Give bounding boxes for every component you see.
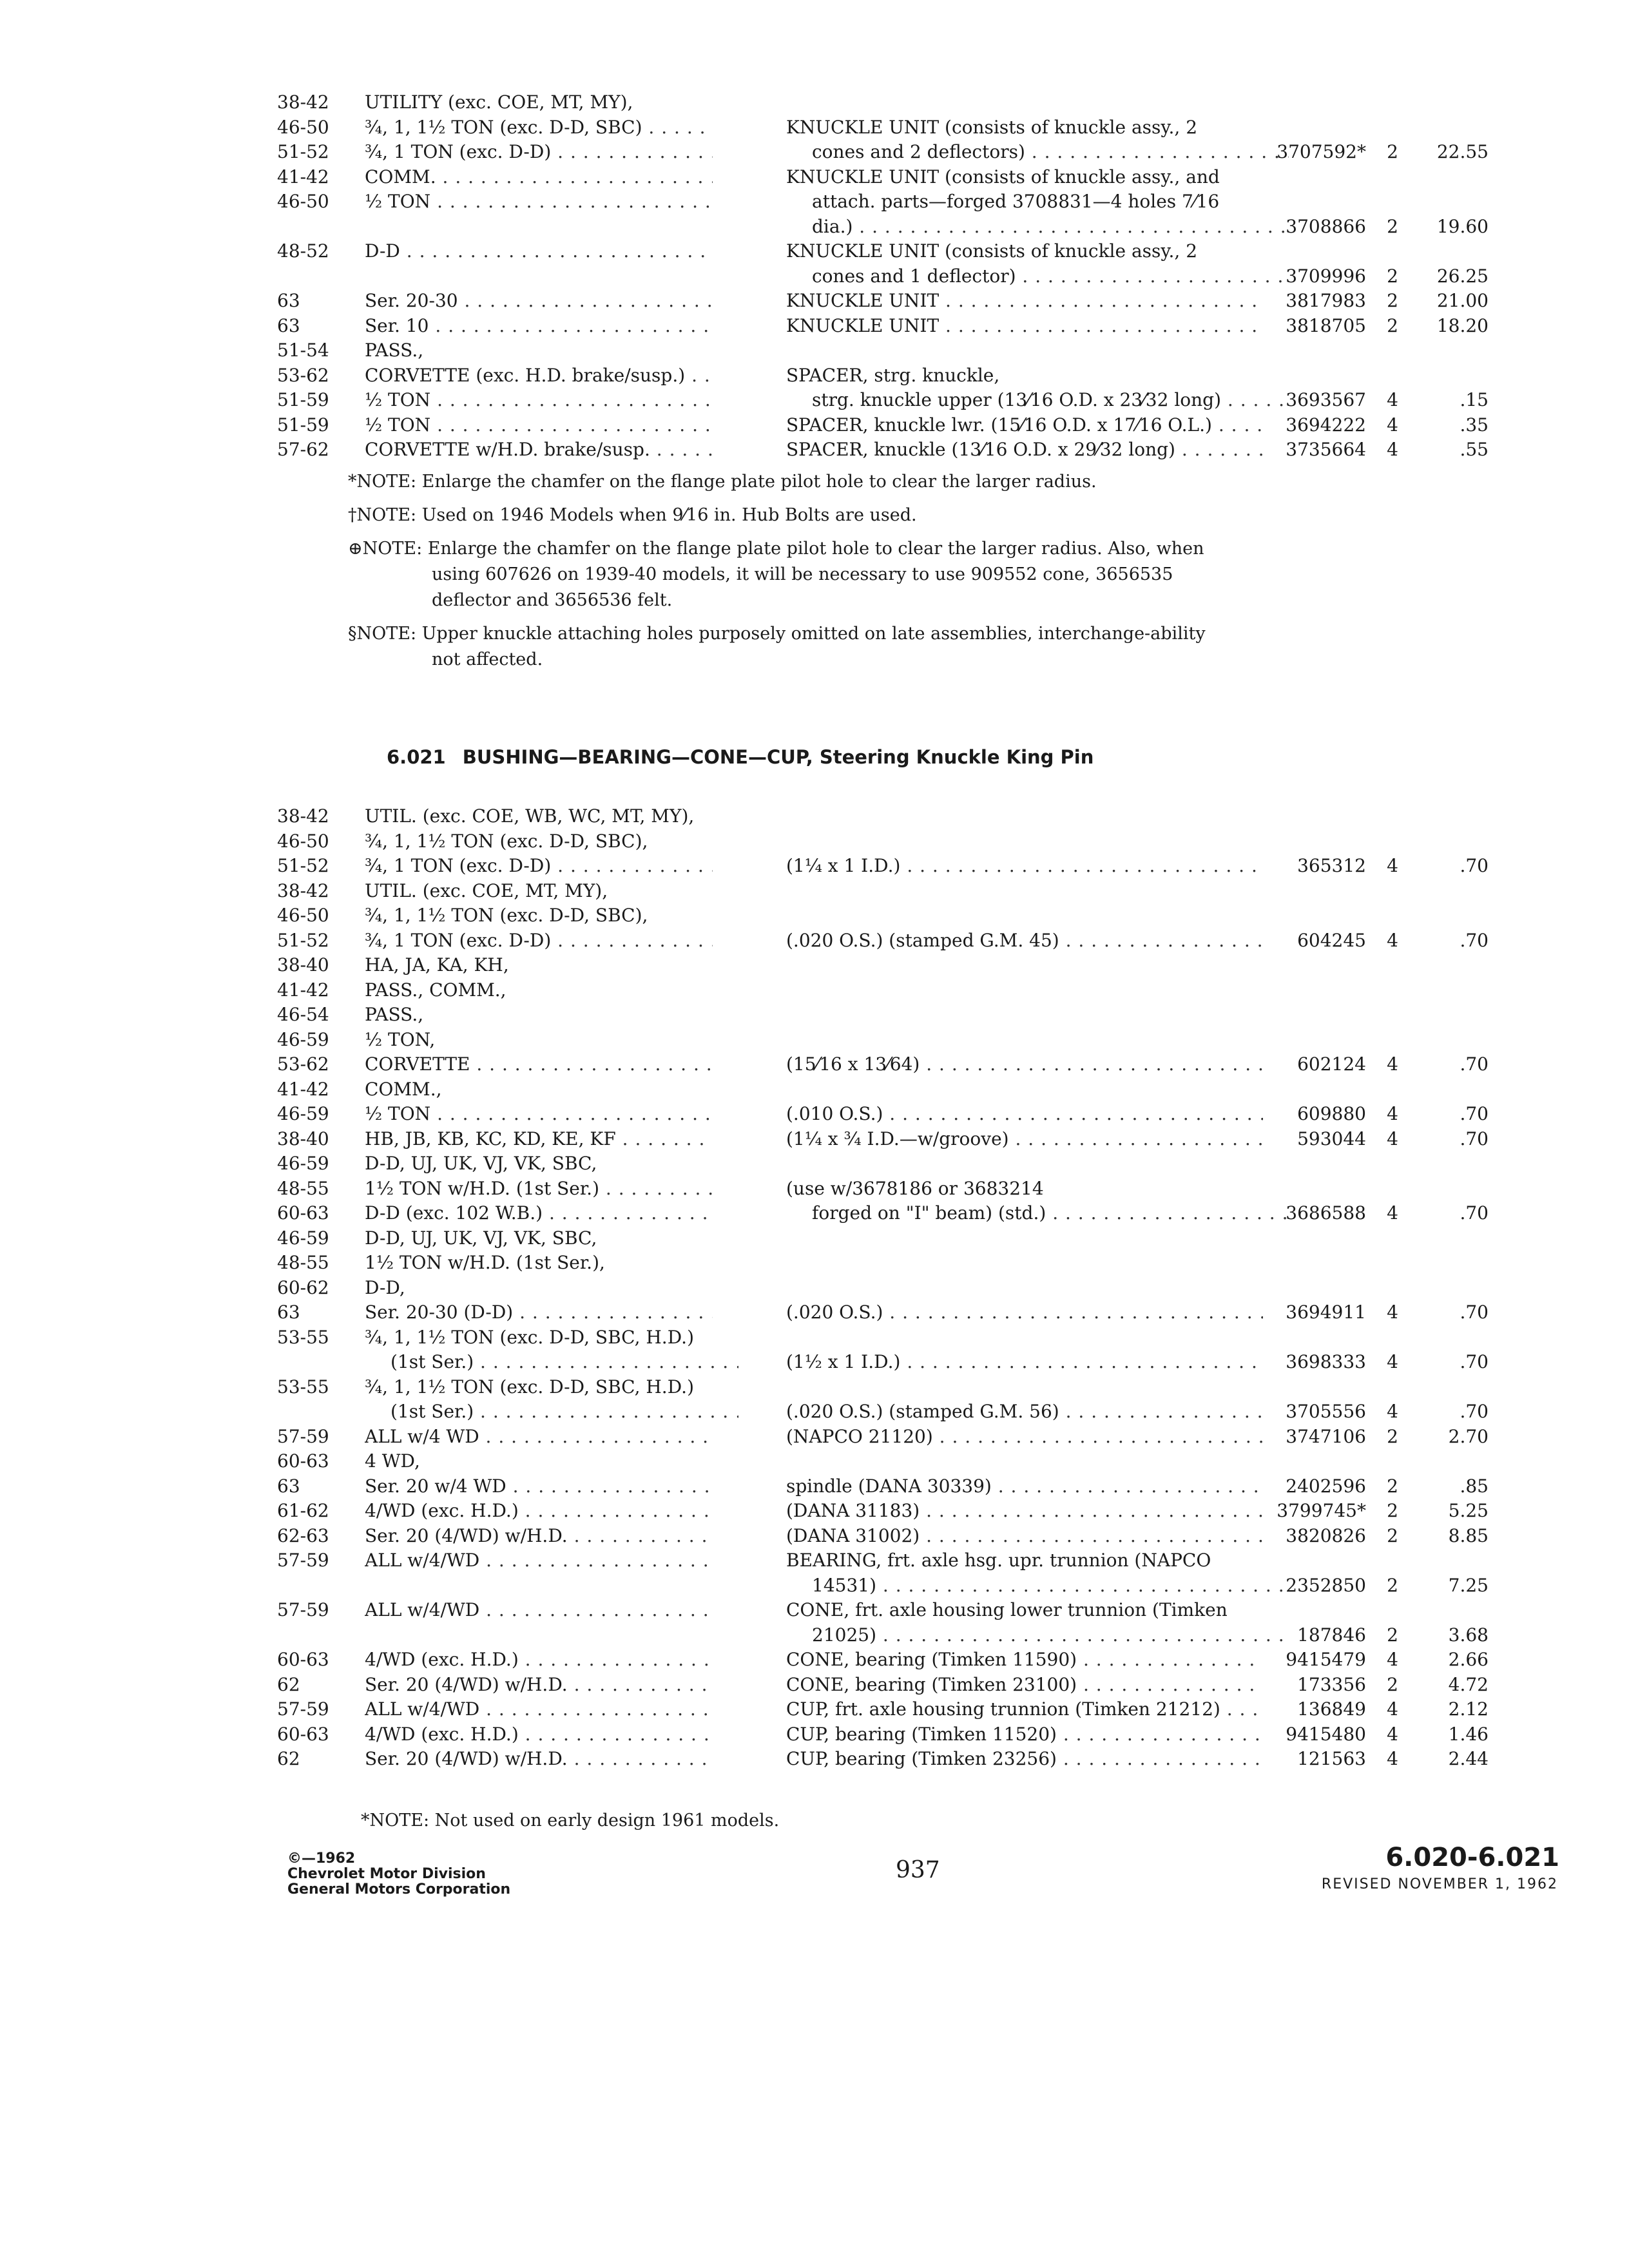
description-cell: (1¼ x ¾ I.D.—w/groove) . . . — [786, 1127, 1263, 1151]
description-cell: (1½ x 1 I.D.) . . . — [786, 1350, 1263, 1374]
price-cell: 7.25 — [1448, 1574, 1489, 1596]
note-hub-bolts: †NOTE: Used on 1946 Models when 9⁄16 in. Hub Bolts are used. — [348, 505, 917, 525]
model-cell: ½ TON . . . — [365, 189, 713, 214]
model-cell: COMM., — [365, 1078, 442, 1100]
description-cell: CUP, frt. axle housing trunnion (Timken 21212) . . . — [786, 1697, 1263, 1722]
year-cell: 46-59 — [277, 1153, 329, 1174]
publisher-block — [287, 1851, 510, 1898]
model-cell: D-D, UJ, UK, VJ, VK, SBC, — [365, 1153, 597, 1174]
table-row — [277, 1003, 1489, 1028]
model-cell: D-D, UJ, UK, VJ, VK, SBC, — [365, 1227, 597, 1249]
quantity-cell: 2 — [1387, 1475, 1398, 1497]
model-cell: HB, JB, KB, KC, KD, KE, KF . . . — [365, 1127, 713, 1151]
part-number-cell: 173356 — [1297, 1673, 1366, 1695]
quantity-cell: 2 — [1387, 314, 1398, 336]
price-cell: .85 — [1460, 1475, 1489, 1497]
table-row — [277, 165, 1489, 190]
corporation-name: General Motors Corporation — [287, 1881, 511, 1898]
table-row — [277, 1052, 1489, 1077]
description-cell: (.010 O.S.) . . . — [786, 1102, 1263, 1126]
model-cell: CORVETTE . . . — [365, 1052, 713, 1077]
table-row — [277, 115, 1489, 140]
price-cell: .70 — [1460, 1351, 1489, 1372]
year-cell: 51-59 — [277, 414, 329, 436]
year-cell: 38-42 — [277, 805, 329, 827]
price-cell: .15 — [1460, 389, 1489, 410]
price-cell: .70 — [1460, 855, 1489, 876]
year-cell: 51-52 — [277, 929, 329, 951]
part-number-cell: 3820826 — [1286, 1524, 1366, 1546]
quantity-cell: 4 — [1387, 1401, 1398, 1422]
price-cell: .70 — [1460, 1103, 1489, 1124]
year-cell: 57-59 — [277, 1599, 329, 1620]
year-cell: 46-50 — [277, 191, 329, 212]
description-cell: BEARING, frt. axle hsg. upr. trunnion (NAPCO — [786, 1550, 1211, 1571]
footnote: *NOTE: Not used on early design 1961 models. — [361, 1811, 780, 1831]
part-number-cell: 3705556 — [1286, 1401, 1366, 1422]
part-number-cell: 3693567 — [1286, 389, 1366, 410]
table-row — [277, 413, 1489, 438]
table-row — [277, 978, 1489, 1003]
model-cell: Ser. 20 (4/WD) w/H.D. . . . — [365, 1747, 713, 1771]
quantity-cell: 4 — [1387, 1698, 1398, 1720]
quantity-cell: 4 — [1387, 414, 1398, 436]
description-cell: (DANA 31183) . . . — [786, 1499, 1263, 1523]
table-row — [277, 1350, 1489, 1375]
price-cell: 21.00 — [1436, 290, 1489, 311]
description-cell: KNUCKLE UNIT . . . — [786, 314, 1263, 338]
quantity-cell: 4 — [1387, 1723, 1398, 1745]
year-cell: 38-40 — [277, 954, 329, 975]
table-row — [277, 1151, 1489, 1177]
table-row — [277, 1474, 1489, 1499]
table-row — [277, 854, 1489, 879]
table-row — [277, 1251, 1489, 1276]
note-upper-knuckle: §NOTE: Upper knuckle attaching holes purposely omitted on late assemblies, interchange-ability not affected. — [348, 624, 1206, 669]
year-cell: 48-55 — [277, 1177, 329, 1199]
table-row — [277, 1300, 1489, 1325]
table-row — [277, 1201, 1489, 1226]
table-row — [277, 804, 1489, 829]
description-cell: KNUCKLE UNIT . . . — [786, 289, 1263, 313]
table-row — [277, 1102, 1489, 1127]
year-cell: 60-63 — [277, 1649, 329, 1670]
year-cell: 57-62 — [277, 439, 329, 460]
model-cell: UTIL. (exc. COE, WB, WC, MT, MY), — [365, 805, 695, 827]
description-cell: cones and 2 deflectors) . . . — [786, 140, 1289, 164]
table-row — [277, 1573, 1489, 1599]
price-cell: .70 — [1460, 1202, 1489, 1224]
quantity-cell: 4 — [1387, 929, 1398, 951]
model-cell: ALL w/4/WD . . . — [365, 1548, 713, 1573]
table-row — [277, 1722, 1489, 1747]
table-row — [277, 90, 1489, 115]
table-row — [277, 140, 1489, 165]
model-cell: ALL w/4/WD . . . — [365, 1697, 713, 1722]
model-cell: CORVETTE (exc. H.D. brake/susp.) . . . — [365, 363, 713, 388]
table-row — [277, 215, 1489, 240]
price-cell: 22.55 — [1436, 141, 1489, 162]
description-cell: KNUCKLE UNIT (consists of knuckle assy., 2 — [786, 116, 1198, 138]
part-number-cell: 3694911 — [1286, 1302, 1366, 1323]
price-cell: .70 — [1460, 1128, 1489, 1149]
description-cell: 14531) . . . — [786, 1573, 1289, 1598]
description-cell: strg. knuckle upper (13⁄16 O.D. x 23⁄32 long) . . . — [786, 388, 1289, 412]
copyright: ©—1962 — [287, 1850, 356, 1867]
table-row — [277, 1449, 1489, 1474]
model-cell: ¾, 1 TON (exc. D-D) . . . — [365, 854, 713, 878]
model-cell: Ser. 20-30 . . . — [365, 289, 713, 313]
model-cell: ½ TON, — [365, 1028, 436, 1050]
table-row — [277, 1127, 1489, 1152]
model-cell: UTILITY (exc. COE, MT, MY), — [365, 91, 633, 113]
quantity-cell: 4 — [1387, 1103, 1398, 1124]
description-cell: SPACER, knuckle (13⁄16 O.D. x 29⁄32 long) . . . — [786, 437, 1263, 462]
model-cell: D-D (exc. 102 W.B.) . . . — [365, 1201, 713, 1225]
part-number-cell: 604245 — [1297, 929, 1366, 951]
table-row — [277, 437, 1489, 463]
year-cell: 62 — [277, 1748, 300, 1769]
year-cell: 46-50 — [277, 905, 329, 926]
model-cell: PASS., COMM., — [365, 979, 506, 1001]
year-cell: 38-42 — [277, 91, 329, 113]
year-cell: 51-52 — [277, 141, 329, 162]
year-cell: 41-42 — [277, 979, 329, 1001]
model-cell: UTIL. (exc. COE, MT, MY), — [365, 879, 608, 901]
description-cell: KNUCKLE UNIT (consists of knuckle assy., and — [786, 166, 1220, 187]
part-number-cell: 3818705 — [1286, 314, 1366, 336]
part-number-cell: 3817983 — [1286, 290, 1366, 311]
year-cell: 57-59 — [277, 1698, 329, 1720]
quantity-cell: 2 — [1387, 265, 1398, 287]
description-cell: (.020 O.S.) . . . — [786, 1300, 1263, 1325]
table-row — [277, 1548, 1489, 1573]
description-cell: CONE, frt. axle housing lower trunnion (Timken — [786, 1599, 1228, 1620]
table-row — [277, 1425, 1489, 1450]
quantity-cell: 2 — [1387, 1425, 1398, 1447]
model-cell: 4/WD (exc. H.D.) . . . — [365, 1722, 713, 1747]
price-cell: 18.20 — [1436, 314, 1489, 336]
model-cell: 4 WD, — [365, 1450, 420, 1472]
part-number-cell: 3709996 — [1286, 265, 1366, 287]
model-cell: 1½ TON w/H.D. (1st Ser.) . . . — [365, 1177, 713, 1201]
price-cell: .55 — [1460, 439, 1489, 460]
part-number-cell: 9415479 — [1286, 1649, 1366, 1670]
table-row — [277, 1375, 1489, 1400]
part-number-cell: 365312 — [1297, 855, 1366, 876]
table-row — [277, 1226, 1489, 1251]
table-row — [277, 1276, 1489, 1301]
year-cell: 48-55 — [277, 1252, 329, 1273]
model-cell: Ser. 20 w/4 WD . . . — [365, 1474, 713, 1499]
note-chamfer-also: ⊕NOTE: Enlarge the chamfer on the flange plate pilot hole to clear the larger radius. Also, when using 607626 on 1939-40 models, it will be necessary to use 909552 cone, 3656535 deflector and 3656536 felt. — [348, 539, 1204, 610]
year-cell: 46-50 — [277, 116, 329, 138]
model-cell: CORVETTE w/H.D. brake/susp. . . . — [365, 437, 713, 462]
year-cell: 60-63 — [277, 1723, 329, 1745]
page-number: 937 — [896, 1857, 940, 1883]
description-cell: 21025) . . . — [786, 1623, 1289, 1648]
year-cell: 57-59 — [277, 1550, 329, 1571]
description-cell: KNUCKLE UNIT (consists of knuckle assy., 2 — [786, 240, 1198, 262]
year-cell: 38-42 — [277, 879, 329, 901]
price-cell: 19.60 — [1436, 215, 1489, 237]
quantity-cell: 2 — [1387, 1524, 1398, 1546]
table-row — [277, 1077, 1489, 1102]
quantity-cell: 4 — [1387, 1748, 1398, 1769]
part-number-cell: 3747106 — [1286, 1425, 1366, 1447]
table-row — [277, 363, 1489, 389]
revised-date: REVISED NOVEMBER 1, 1962 — [1321, 1876, 1558, 1892]
description-cell: (.020 O.S.) (stamped G.M. 56) . . . — [786, 1399, 1263, 1424]
price-cell: .70 — [1460, 929, 1489, 951]
model-cell: ALL w/4/WD . . . — [365, 1598, 713, 1622]
model-cell: ¾, 1, 1½ TON (exc. D-D, SBC, H.D.) — [365, 1376, 694, 1398]
model-cell: ¾, 1, 1½ TON (exc. D-D, SBC) . . . — [365, 115, 713, 140]
quantity-cell: 4 — [1387, 1053, 1398, 1075]
year-cell: 60-63 — [277, 1202, 329, 1224]
part-number-cell: 3707592* — [1277, 141, 1366, 162]
section-reference: 6.020-6.021 — [1385, 1843, 1559, 1872]
table-row — [277, 1648, 1489, 1673]
section-title — [387, 746, 1094, 768]
description-cell: CUP, bearing (Timken 11520) . . . — [786, 1722, 1263, 1747]
year-cell: 46-50 — [277, 830, 329, 852]
description-cell: spindle (DANA 30339) . . . — [786, 1474, 1263, 1499]
part-number-cell: 3708866 — [1286, 215, 1366, 237]
model-cell: ALL w/4 WD . . . — [365, 1425, 713, 1449]
description-cell: (.020 O.S.) (stamped G.M. 45) . . . — [786, 928, 1263, 953]
model-cell: HA, JA, KA, KH, — [365, 954, 509, 975]
price-cell: 2.44 — [1448, 1748, 1489, 1769]
price-cell: 26.25 — [1436, 265, 1489, 287]
table-row — [277, 239, 1489, 264]
description-cell: forged on "I" beam) (std.) . . . — [786, 1201, 1289, 1225]
part-number-cell: 121563 — [1297, 1748, 1366, 1769]
year-cell: 51-59 — [277, 389, 329, 410]
model-cell: ½ TON . . . — [365, 388, 713, 412]
year-cell: 63 — [277, 1302, 300, 1323]
year-cell: 53-55 — [277, 1326, 329, 1348]
table-row — [277, 1399, 1489, 1425]
part-number-cell: 3698333 — [1286, 1351, 1366, 1372]
table-row — [277, 338, 1489, 363]
year-cell: 53-62 — [277, 364, 329, 386]
model-cell: (1st Ser.) . . . — [365, 1399, 738, 1424]
model-cell: ½ TON . . . — [365, 413, 713, 437]
price-cell: 4.72 — [1448, 1673, 1489, 1695]
model-cell: ¾, 1 TON (exc. D-D) . . . — [365, 928, 713, 953]
description-cell: SPACER, strg. knuckle, — [786, 364, 1000, 386]
model-cell: Ser. 20 (4/WD) w/H.D. . . . — [365, 1673, 713, 1697]
description-cell: (15⁄16 x 13⁄64) . . . — [786, 1052, 1263, 1077]
year-cell: 48-52 — [277, 240, 329, 262]
quantity-cell: 4 — [1387, 1202, 1398, 1224]
part-number-cell: 602124 — [1297, 1053, 1366, 1075]
table-row — [277, 314, 1489, 339]
quantity-cell: 2 — [1387, 215, 1398, 237]
part-number-cell: 3735664 — [1286, 439, 1366, 460]
description-cell: (1¼ x 1 I.D.) . . . — [786, 854, 1263, 878]
quantity-cell: 2 — [1387, 290, 1398, 311]
description-cell: attach. parts—forged 3708831—4 holes 7⁄16 — [812, 191, 1220, 212]
year-cell: 60-62 — [277, 1276, 329, 1298]
model-cell: ¾, 1, 1½ TON (exc. D-D, SBC), — [365, 830, 648, 852]
table-row — [277, 1177, 1489, 1202]
quantity-cell: 4 — [1387, 1302, 1398, 1323]
table-row — [277, 1747, 1489, 1772]
table-row — [277, 1524, 1489, 1549]
part-number-cell: 9415480 — [1286, 1723, 1366, 1745]
model-cell: Ser. 10 . . . — [365, 314, 713, 338]
description-cell: SPACER, knuckle lwr. (15⁄16 O.D. x 17⁄16 O.L.) . . . — [786, 413, 1263, 437]
quantity-cell: 4 — [1387, 1649, 1398, 1670]
division-name: Chevrolet Motor Division — [287, 1866, 486, 1882]
year-cell: 46-59 — [277, 1028, 329, 1050]
table-row — [277, 1598, 1489, 1623]
model-cell: PASS., — [365, 1004, 424, 1025]
table-row — [277, 1499, 1489, 1524]
notes-block — [348, 469, 1237, 680]
price-cell: .70 — [1460, 1401, 1489, 1422]
year-cell: 46-59 — [277, 1103, 329, 1124]
part-number-cell: 3686588 — [1286, 1202, 1366, 1224]
model-cell: (1st Ser.) . . . — [365, 1350, 738, 1374]
part-number-cell: 3799745* — [1277, 1500, 1366, 1521]
table-row — [277, 289, 1489, 314]
table-row — [277, 879, 1489, 904]
model-cell: ¾, 1, 1½ TON (exc. D-D, SBC, H.D.) — [365, 1326, 694, 1348]
part-number-cell: 187846 — [1297, 1624, 1366, 1646]
note-chamfer: *NOTE: Enlarge the chamfer on the flange plate pilot hole to clear the larger radius. — [348, 472, 1097, 492]
table-row — [277, 953, 1489, 978]
section-number: 6.021 — [387, 746, 446, 768]
table-row — [277, 829, 1489, 854]
year-cell: 63 — [277, 314, 300, 336]
year-cell: 62-63 — [277, 1524, 329, 1546]
table-row — [277, 1028, 1489, 1053]
part-number-cell: 609880 — [1297, 1103, 1366, 1124]
table-row — [277, 903, 1489, 928]
quantity-cell: 4 — [1387, 1128, 1398, 1149]
table-row — [277, 1623, 1489, 1648]
part-number-cell: 3694222 — [1286, 414, 1366, 436]
model-cell: COMM. . . . — [365, 165, 713, 189]
description-cell: (DANA 31002) . . . — [786, 1524, 1263, 1548]
part-number-cell: 136849 — [1297, 1698, 1366, 1720]
year-cell: 41-42 — [277, 166, 329, 187]
year-cell: 51-52 — [277, 855, 329, 876]
model-cell: D-D, — [365, 1276, 405, 1298]
description-cell: (NAPCO 21120) . . . — [786, 1425, 1263, 1449]
model-cell: Ser. 20 (4/WD) w/H.D. . . . — [365, 1524, 713, 1548]
description-cell: CONE, bearing (Timken 11590) . . . — [786, 1648, 1263, 1672]
year-cell: 57-59 — [277, 1425, 329, 1447]
price-cell: 3.68 — [1448, 1624, 1489, 1646]
knuckle-parts-table — [277, 90, 1489, 463]
price-cell: 2.70 — [1448, 1425, 1489, 1447]
year-cell: 41-42 — [277, 1078, 329, 1100]
description-cell: dia.) . . . — [786, 215, 1289, 239]
model-cell: 1½ TON w/H.D. (1st Ser.), — [365, 1252, 605, 1273]
model-cell: D-D . . . — [365, 239, 713, 264]
year-cell: 51-54 — [277, 340, 329, 361]
king-pin-parts-table — [277, 804, 1489, 1772]
quantity-cell: 4 — [1387, 439, 1398, 460]
description-cell: (use w/3678186 or 3683214 — [786, 1177, 1044, 1199]
quantity-cell: 2 — [1387, 1500, 1398, 1521]
model-cell: ¾, 1, 1½ TON (exc. D-D, SBC), — [365, 905, 648, 926]
year-cell: 46-54 — [277, 1004, 329, 1025]
table-row — [277, 1697, 1489, 1722]
description-cell: CUP, bearing (Timken 23256) . . . — [786, 1747, 1263, 1771]
quantity-cell: 4 — [1387, 855, 1398, 876]
quantity-cell: 2 — [1387, 1673, 1398, 1695]
table-row — [277, 928, 1489, 954]
part-number-cell: 2402596 — [1286, 1475, 1366, 1497]
model-cell: Ser. 20-30 (D-D) . . . — [365, 1300, 713, 1325]
year-cell: 62 — [277, 1673, 300, 1695]
quantity-cell: 2 — [1387, 1574, 1398, 1596]
price-cell: .70 — [1460, 1302, 1489, 1323]
model-cell: PASS., — [365, 340, 424, 361]
table-row — [277, 264, 1489, 289]
year-cell: 53-62 — [277, 1053, 329, 1075]
year-cell: 46-59 — [277, 1227, 329, 1249]
model-cell: 4/WD (exc. H.D.) . . . — [365, 1648, 713, 1672]
quantity-cell: 2 — [1387, 1624, 1398, 1646]
quantity-cell: 4 — [1387, 389, 1398, 410]
quantity-cell: 2 — [1387, 141, 1398, 162]
table-row — [277, 1673, 1489, 1698]
description-cell: cones and 1 deflector) . . . — [786, 264, 1289, 289]
part-number-cell: 2352850 — [1286, 1574, 1366, 1596]
price-cell: 8.85 — [1448, 1524, 1489, 1546]
price-cell: 2.66 — [1448, 1649, 1489, 1670]
quantity-cell: 4 — [1387, 1351, 1398, 1372]
year-cell: 38-40 — [277, 1128, 329, 1149]
part-number-cell: 593044 — [1297, 1128, 1366, 1149]
section-heading: BUSHING—BEARING—CONE—CUP, Steering Knuckle King Pin — [462, 746, 1094, 768]
year-cell: 60-63 — [277, 1450, 329, 1472]
price-cell: .35 — [1460, 414, 1489, 436]
year-cell: 53-55 — [277, 1376, 329, 1398]
model-cell: 4/WD (exc. H.D.) . . . — [365, 1499, 713, 1523]
table-row — [277, 388, 1489, 413]
model-cell: ¾, 1 TON (exc. D-D) . . . — [365, 140, 713, 164]
year-cell: 63 — [277, 1475, 300, 1497]
table-row — [277, 1325, 1489, 1350]
price-cell: 1.46 — [1448, 1723, 1489, 1745]
model-cell: ½ TON . . . — [365, 1102, 713, 1126]
price-cell: .70 — [1460, 1053, 1489, 1075]
price-cell: 2.12 — [1448, 1698, 1489, 1720]
description-cell: CONE, bearing (Timken 23100) . . . — [786, 1673, 1263, 1697]
table-row — [277, 189, 1489, 215]
year-cell: 61-62 — [277, 1500, 329, 1521]
year-cell: 63 — [277, 290, 300, 311]
price-cell: 5.25 — [1448, 1500, 1489, 1521]
